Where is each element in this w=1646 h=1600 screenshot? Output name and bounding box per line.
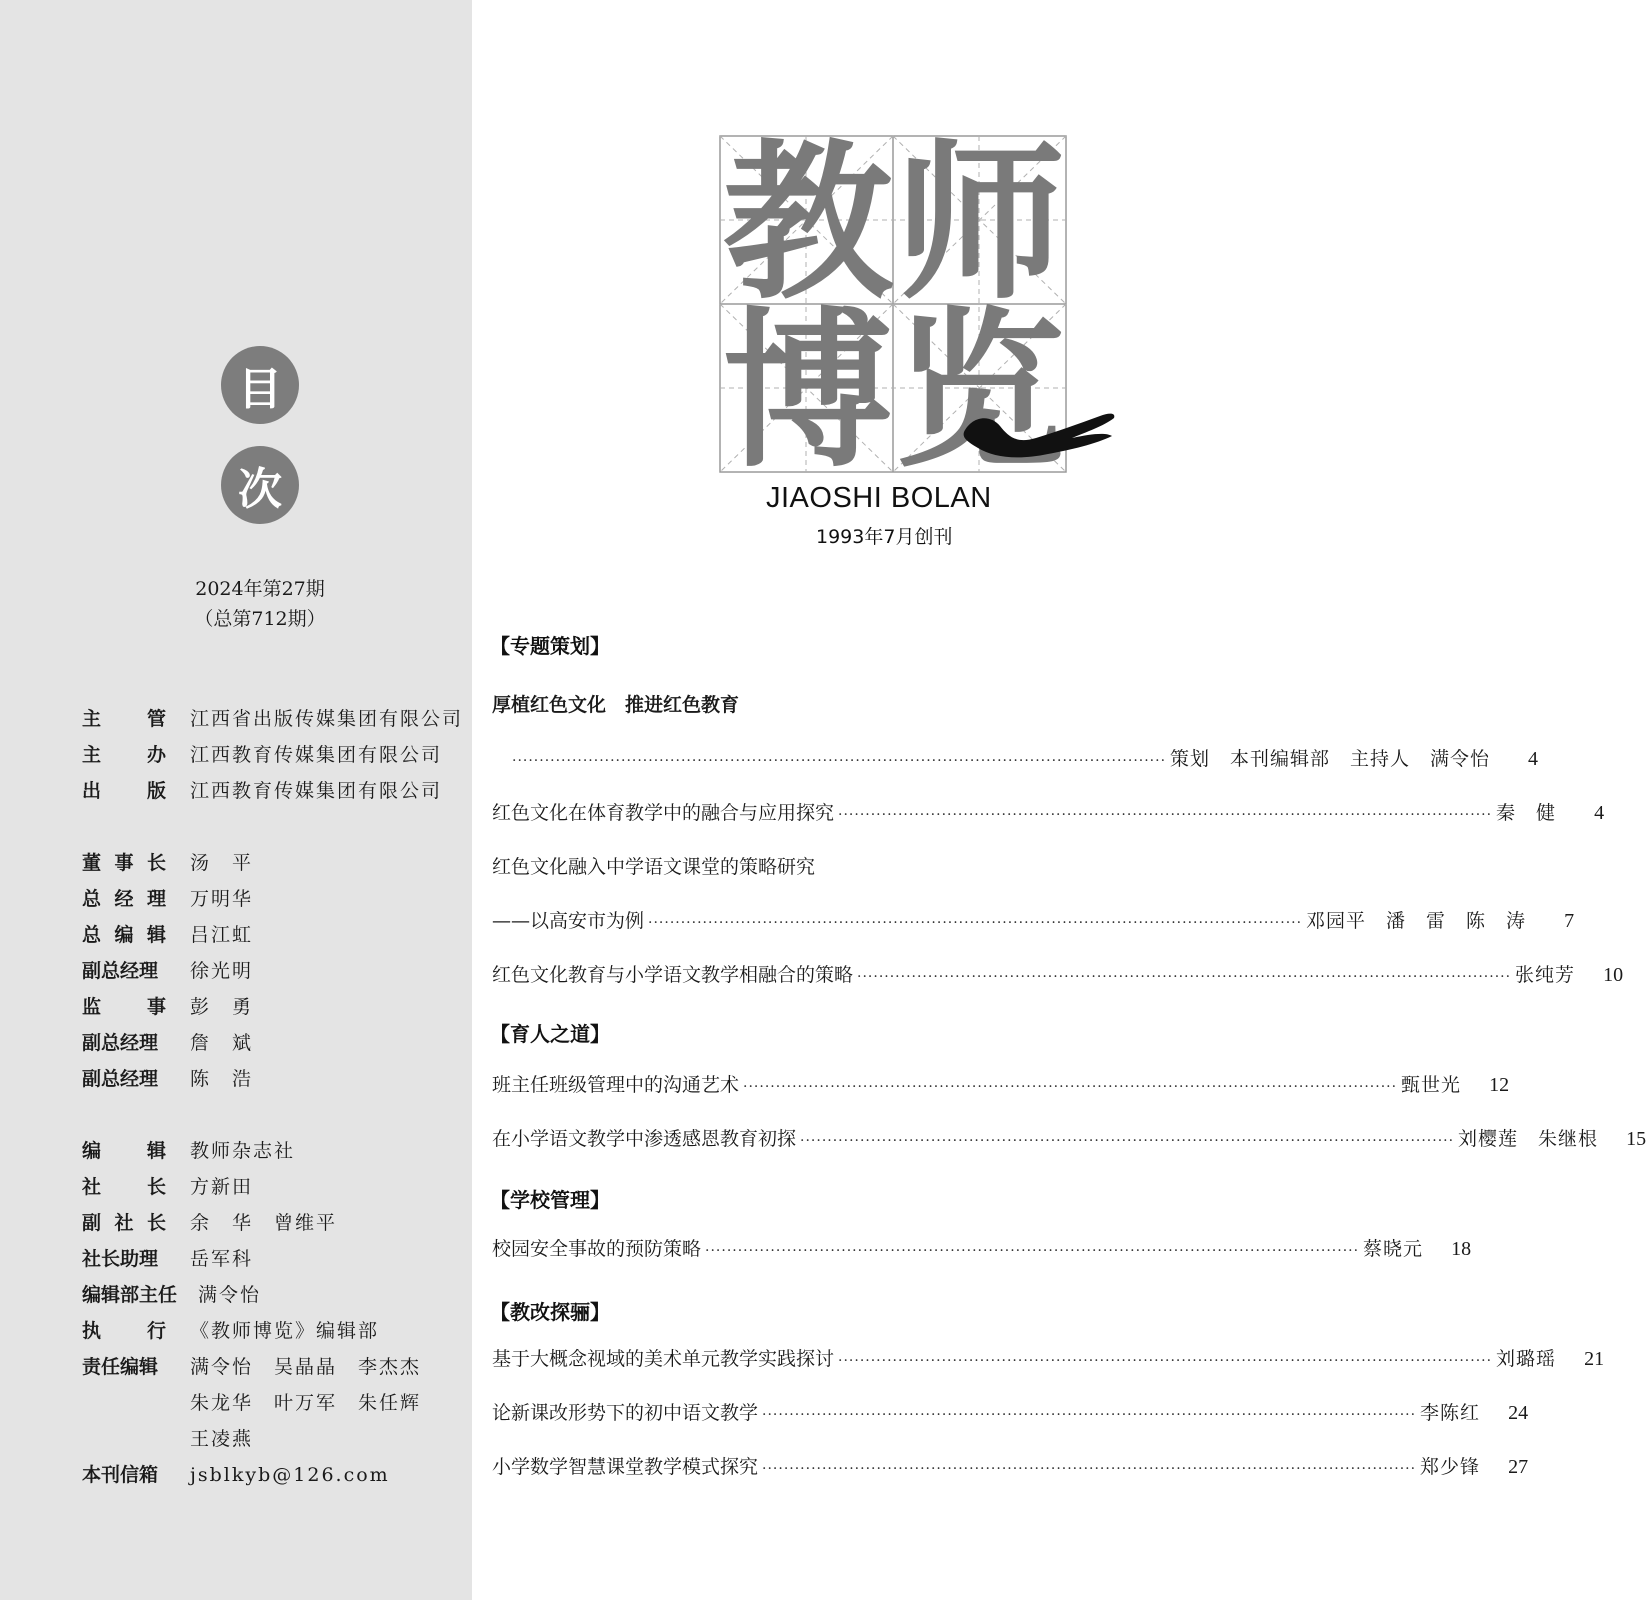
toc-entry-page: 4 <box>1594 802 1605 824</box>
masthead-label-part: 董 <box>82 852 102 874</box>
logo-char-jiao: 教 <box>722 125 894 323</box>
masthead-value: 江西省出版传媒集团有限公司 <box>190 708 464 730</box>
toc-entry[interactable] <box>492 1344 1605 1374</box>
masthead-label <box>82 1172 166 1199</box>
masthead-label-part: 经 <box>114 888 134 910</box>
toc-entry-author: 邓园平 潘 雷 陈 涛 <box>1306 910 1527 932</box>
masthead-row <box>82 1244 253 1274</box>
toc-entry-page: 4 <box>1528 748 1539 770</box>
section-heading: 【学校管理】 <box>490 1188 610 1212</box>
toc-entry[interactable] <box>492 1070 1510 1100</box>
masthead-label-part: 监 <box>82 996 102 1018</box>
masthead-row <box>82 848 253 878</box>
masthead-value: 彭 勇 <box>190 996 254 1018</box>
masthead-label-part: 责任编辑 <box>82 1356 159 1378</box>
toc-entry-title: 厚植红色文化 推进红色教育 <box>492 694 740 716</box>
masthead-value: 万明华 <box>190 888 254 910</box>
toc-entry-title: 红色文化教育与小学语文教学相融合的策略 <box>492 964 854 986</box>
masthead-value: 江西教育传媒集团有限公司 <box>190 780 443 802</box>
toc-leader-dots: ························································································································ <box>762 1461 1417 1477</box>
masthead-value: 满令怡 <box>198 1284 262 1306</box>
masthead-row <box>82 1352 421 1382</box>
toc-entry[interactable] <box>492 1452 1529 1482</box>
masthead-label-part: 辑 <box>146 924 166 946</box>
toc-entry[interactable] <box>492 852 1120 882</box>
toc-marker-ci: 次 <box>221 446 299 524</box>
masthead-value: 江西教育传媒集团有限公司 <box>190 744 443 766</box>
toc-entry-page: 18 <box>1451 1238 1472 1260</box>
toc-entry[interactable] <box>492 1398 1529 1428</box>
masthead-label-part: 行 <box>146 1320 166 1342</box>
masthead-row <box>82 740 442 770</box>
masthead-label-part: 总 <box>82 924 102 946</box>
toc-entry-title: 班主任班级管理中的沟通艺术 <box>492 1074 740 1096</box>
masthead-label-part: 副 <box>82 1212 102 1234</box>
masthead-row <box>82 1172 253 1202</box>
masthead-label-part: 长 <box>146 1176 166 1198</box>
toc-entry-title: 论新课改形势下的初中语文教学 <box>492 1402 759 1424</box>
masthead-label <box>82 1280 188 1307</box>
masthead-value: 吕江虹 <box>190 924 254 946</box>
masthead-value: 朱龙华 叶万军 朱任辉 <box>190 1392 422 1414</box>
masthead-label-part: 编 <box>82 1140 102 1162</box>
masthead-value: 陈 浩 <box>190 1068 254 1090</box>
masthead-row <box>82 1388 421 1418</box>
toc-leader-dots: ························································································································ <box>512 753 1167 769</box>
toc-leader-dots: ························································································································ <box>857 969 1512 985</box>
masthead-value: 方新田 <box>190 1176 254 1198</box>
masthead-row <box>82 1424 253 1454</box>
masthead-row <box>82 920 253 950</box>
masthead-row <box>82 1136 295 1166</box>
toc-entry-author: 刘璐瑶 <box>1496 1348 1557 1370</box>
toc-entry[interactable] <box>492 1124 1646 1154</box>
toc-entry-author: 策划 本刊编辑部 主持人 满令怡 <box>1170 748 1491 770</box>
masthead-label <box>82 1460 166 1487</box>
masthead-value: 满令怡 吴晶晶 李杰杰 <box>190 1356 422 1378</box>
logo-char-shi: 师 <box>894 125 1066 323</box>
masthead-label-part: 事 <box>114 852 134 874</box>
toc-entry[interactable] <box>492 1234 1472 1264</box>
masthead-label-part: 副总经理 <box>82 960 159 982</box>
section-heading: 【教改探骊】 <box>490 1300 610 1324</box>
issue-number: 2024年第27期 <box>195 578 325 600</box>
contact-email[interactable]: jsblkyb@126.com <box>190 1464 390 1486</box>
toc-entry-author: 张纯芳 <box>1515 964 1576 986</box>
masthead-label-part: 社 <box>82 1176 102 1198</box>
toc-marker-mu: 目 <box>221 346 299 424</box>
left-info-panel <box>0 0 472 1600</box>
masthead-label-part: 长 <box>146 1212 166 1234</box>
toc-entry-author: 甄世光 <box>1401 1074 1462 1096</box>
logo-char-bo: 博 <box>722 293 894 491</box>
masthead-label <box>82 884 166 911</box>
toc-entry-author: 李陈红 <box>1420 1402 1481 1424</box>
toc-entry-author: 蔡晓元 <box>1363 1238 1424 1260</box>
toc-entry-page: 15 <box>1626 1128 1646 1150</box>
masthead-row <box>82 704 463 734</box>
masthead-label <box>82 1208 166 1235</box>
masthead-value: 徐光明 <box>190 960 254 982</box>
toc-entry-page: 21 <box>1584 1348 1605 1370</box>
toc-entry-author: 秦 健 <box>1496 802 1557 824</box>
logo-english-name: JIAOSHI BOLAN <box>766 482 992 514</box>
masthead-row <box>82 1280 261 1310</box>
toc-entry-title: 基于大概念视域的美术单元教学实践探讨 <box>492 1348 835 1370</box>
toc-leader-dots: ························································································································ <box>838 807 1493 823</box>
masthead-value: 汤 平 <box>190 852 254 874</box>
toc-leader-dots: ························································································································ <box>838 1353 1493 1369</box>
masthead-label <box>82 740 166 767</box>
masthead-row <box>82 1316 379 1346</box>
masthead-label-part: 编 <box>114 924 134 946</box>
masthead-label-part: 主 <box>82 708 102 730</box>
masthead-label-part: 办 <box>146 744 166 766</box>
masthead-row <box>82 1028 253 1058</box>
toc-leader-dots: ························································································································ <box>743 1079 1398 1095</box>
logo-founded-date: 1993年7月创刊 <box>816 526 953 548</box>
toc-entry-title: 在小学语文教学中渗透感恩教育初探 <box>492 1128 797 1150</box>
masthead-row <box>82 1064 253 1094</box>
masthead-label-part: 副总经理 <box>82 1032 159 1054</box>
masthead-value: 教师杂志社 <box>190 1140 296 1162</box>
masthead-label <box>82 920 166 947</box>
toc-entry-title: 红色文化融入中学语文课堂的策略研究 <box>492 856 816 878</box>
toc-entry[interactable] <box>492 960 1624 990</box>
masthead-row <box>82 1208 337 1238</box>
masthead-value: 余 华 曾维平 <box>190 1212 338 1234</box>
masthead-label-part: 出 <box>82 780 102 802</box>
logo-char-lan: 览 <box>894 293 1066 491</box>
toc-entry[interactable] <box>492 798 1605 828</box>
masthead-label-part: 编辑部主任 <box>82 1284 178 1306</box>
toc-leader-dots: ························································································································ <box>800 1133 1455 1149</box>
toc-entry-title: ——以高安市为例 <box>492 910 645 932</box>
masthead-label <box>82 776 166 803</box>
toc-entry[interactable] <box>492 906 1575 936</box>
masthead-label <box>82 1244 166 1271</box>
masthead-label-part: 总 <box>82 888 102 910</box>
toc-entry-title: 小学数学智慧课堂教学模式探究 <box>492 1456 759 1478</box>
toc-entry-author: 刘樱莲 朱继根 <box>1458 1128 1599 1150</box>
masthead-label-part: 本刊信箱 <box>82 1464 159 1486</box>
masthead-label-part: 版 <box>146 780 166 802</box>
toc-leader-dots: ························································································································ <box>762 1407 1417 1423</box>
masthead-label-part: 主 <box>82 744 102 766</box>
masthead-label <box>82 704 166 731</box>
masthead-label-part: 辑 <box>146 1140 166 1162</box>
masthead-label-part: 副总经理 <box>82 1068 159 1090</box>
toc-entry-page: 7 <box>1564 910 1575 932</box>
masthead-label <box>82 1316 166 1343</box>
toc-entry-page: 27 <box>1508 1456 1529 1478</box>
toc-entry-page: 12 <box>1489 1074 1510 1096</box>
masthead-row <box>82 956 253 986</box>
magazine-logo <box>716 125 1120 491</box>
masthead-value: 《教师博览》编辑部 <box>190 1320 380 1342</box>
masthead-row <box>82 884 253 914</box>
masthead-label-part: 理 <box>146 888 166 910</box>
toc-entry-title: 校园安全事故的预防策略 <box>492 1238 702 1260</box>
masthead-label-part: 执 <box>82 1320 102 1342</box>
toc-entry-page: 10 <box>1603 964 1624 986</box>
masthead-label <box>82 1352 166 1379</box>
section-heading: 【专题策划】 <box>490 634 610 658</box>
masthead-row <box>82 992 253 1022</box>
toc-entry[interactable] <box>492 744 1539 774</box>
toc-entry-page: 24 <box>1508 1402 1529 1424</box>
toc-leader-dots: ························································································································ <box>705 1243 1360 1259</box>
toc-entry-title: 红色文化在体育教学中的融合与应用探究 <box>492 802 835 824</box>
toc-entry-author: 郑少锋 <box>1420 1456 1481 1478</box>
masthead-label <box>82 848 166 875</box>
masthead-label <box>82 1064 166 1091</box>
masthead-row <box>82 1460 390 1490</box>
issue-total-number: （总第712期） <box>194 608 326 630</box>
masthead-label-part: 事 <box>146 996 166 1018</box>
toc-leader-dots: ························································································································ <box>648 915 1303 931</box>
masthead-value: 詹 斌 <box>190 1032 254 1054</box>
masthead-label-part: 长 <box>146 852 166 874</box>
masthead-label <box>82 956 166 983</box>
masthead-label-part: 社 <box>114 1212 134 1234</box>
toc-entry[interactable] <box>492 690 1120 720</box>
masthead-label <box>82 992 166 1019</box>
masthead-value: 王凌燕 <box>190 1428 254 1450</box>
masthead-label-part: 社长助理 <box>82 1248 159 1270</box>
section-heading: 【育人之道】 <box>490 1022 610 1046</box>
masthead-value: 岳军科 <box>190 1248 254 1270</box>
masthead-label-part: 管 <box>146 708 166 730</box>
masthead-label <box>82 1028 166 1055</box>
masthead-row <box>82 776 442 806</box>
masthead-label <box>82 1136 166 1163</box>
